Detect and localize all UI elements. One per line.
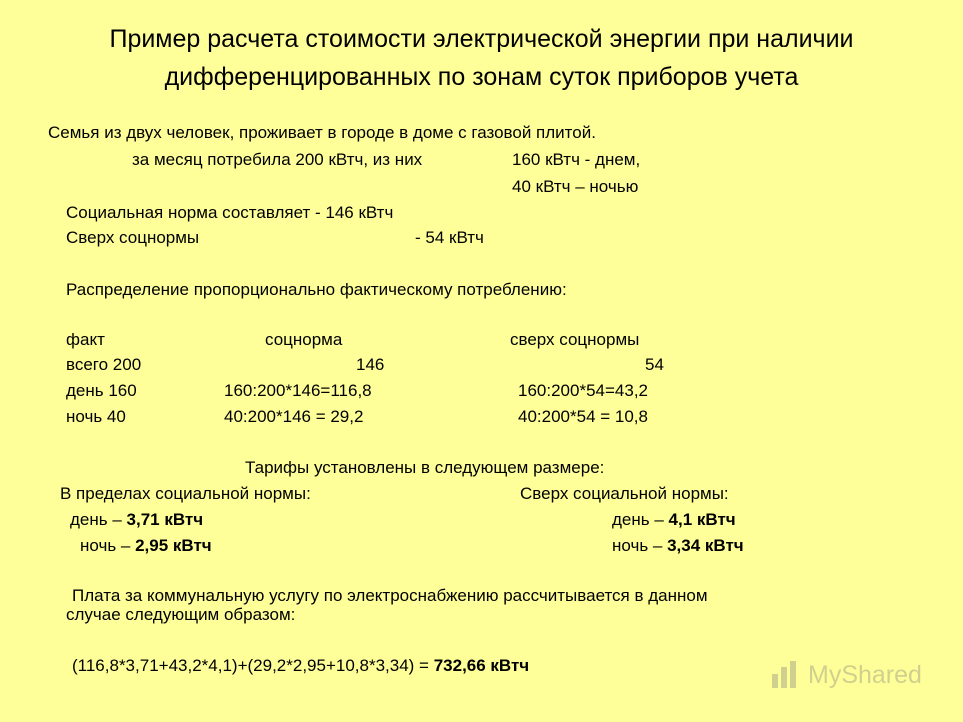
payment-line-2: случае следующим образом: <box>66 605 296 624</box>
page-title-line-2: дифференцированных по зонам суток приборов учета <box>164 63 799 91</box>
table-header-fact: факт <box>66 330 105 349</box>
payment-result: 732,66 кВтч <box>433 656 530 675</box>
tariffs-over-label: Сверх социальной нормы: <box>520 484 729 503</box>
table-header-over: сверх соцнормы <box>510 330 640 349</box>
intro-day: 160 кВтч - днем, <box>512 150 641 169</box>
tariff-over-night-value: 3,34 кВтч <box>667 536 744 555</box>
table-row-night-over: 40:200*54 = 10,8 <box>518 407 648 426</box>
tariff-within-night-prefix: ночь – <box>80 536 136 555</box>
over-norm-label: Сверх соцнормы <box>66 228 200 247</box>
table-row-night-fact: ночь 40 <box>66 407 126 426</box>
intro-consumption: за месяц потребила 200 кВтч, из них <box>132 150 423 169</box>
page-title-line-1: Пример расчета стоимости электрической энергии при наличии <box>109 25 854 53</box>
myshared-logo-text: MyShared <box>808 661 922 689</box>
table-row-day-social: 160:200*146=116,8 <box>224 381 372 400</box>
payment-line-1: Плата за коммунальную услугу по электроснабжению рассчитывается в данном <box>72 586 708 605</box>
table-header-social: соцнорма <box>265 330 343 349</box>
intro-night: 40 кВтч – ночью <box>512 177 639 196</box>
tariff-over-day-value: 4,1 кВтч <box>668 510 736 529</box>
tariffs-within-label: В пределах социальной нормы: <box>60 484 311 503</box>
payment-formula-expression: (116,8*3,71+43,2*4,1)+(29,2*2,95+10,8*3,34) = <box>72 656 434 675</box>
intro-family: Семья из двух человек, проживает в городе в доме с газовой плитой. <box>48 123 596 142</box>
table-row-day-fact: день 160 <box>66 381 137 400</box>
over-norm-value: - 54 кВтч <box>415 228 484 247</box>
social-norm: Социальная норма составляет - 146 кВтч <box>66 203 394 222</box>
payment-formula <box>72 656 529 676</box>
table-row-night-social: 40:200*146 = 29,2 <box>224 407 364 426</box>
tariff-within-day-prefix: день – <box>70 510 127 529</box>
tariff-within-day-value: 3,71 кВтч <box>126 510 204 529</box>
table-row-day-over: 160:200*54=43,2 <box>518 381 648 400</box>
tariff-within-day <box>70 510 203 530</box>
myshared-watermark <box>770 656 940 696</box>
distribution-heading: Распределение пропорционально фактическому потреблению: <box>66 280 567 299</box>
tariff-within-night <box>80 536 212 556</box>
tariff-over-night <box>612 536 744 556</box>
table-row-total-fact: всего 200 <box>66 355 142 374</box>
tariff-within-night-value: 2,95 кВтч <box>135 536 212 555</box>
tariff-over-day-prefix: день – <box>612 510 669 529</box>
tariffs-heading: Тарифы установлены в следующем размере: <box>245 458 605 477</box>
tariff-over-night-prefix: ночь – <box>612 536 668 555</box>
table-row-total-over: 54 <box>645 355 664 374</box>
tariff-over-day <box>612 510 736 530</box>
table-row-total-social: 146 <box>356 355 385 374</box>
